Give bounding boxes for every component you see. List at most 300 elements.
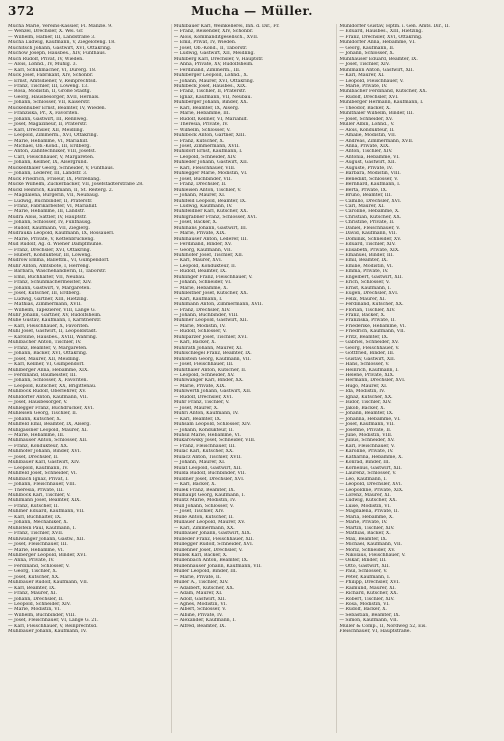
directory-entry: — Franz, Tischler, II, Praterstr. [173,89,247,95]
directory-entry: — Michael, Ob.-Kond., III, Erdberg. [8,143,91,149]
directory-entry: — Anton, Tischler, XIV. [339,149,393,155]
directory-entry: Mühlleitner Josef, Kutscher, XX. [173,291,249,297]
directory-entry: — Barbara, Modistin, VIII. [339,171,401,177]
directory-entry: — Wilhelm, Buchbinder, VIII. [8,612,76,618]
directory-entry: — Franz, Schuhmachermeister, XIV. [8,280,92,286]
directory-entry: Mühlberger Leopold, Binder, XVI. [8,552,87,558]
directory-entry: — Georg, Hausbesorger, XVII, Hernals. [8,94,100,100]
directory-entry: — Anna, Private, XV, Rudolfsheim. [173,62,254,68]
directory-entry: — Gottfried, Binder, III. [339,351,395,357]
directory-entry: Muller Leopold, Binder, III. [173,569,238,575]
directory-entry: Mühlthaler Anton, Kutscher, II. [173,367,247,373]
directory-entry: Mühldorf Ernst, Kaufmann, I. [173,149,243,155]
directory-entry: Mühlböck Karl, Tischler, V. [8,492,71,498]
directory-entry: Mühlstein Georg, Kaufmann, VII. [173,356,251,362]
directory-entry: Mulitz Marie, Modistin, IV. [173,498,236,504]
directory-entry: Mücke Wilhelm, Zuckerbäcker, VII, Josefstädterstraße 28. [8,182,144,188]
directory-entry: — Erich, Schlosser, V. [339,280,390,286]
directory-entry: — Karl, Buchhalter, IX. [8,514,62,520]
directory-entry: Müller A., Tischler, XIV. [173,580,229,586]
directory-entry: — Josef, Bäcker, X. [173,220,218,226]
directory-entry: Mühlberger Hermann, Kaufmann, I. [339,100,424,106]
column-1 [8,24,167,733]
directory-entry: — Martin, Tischler, XIV. [339,525,395,531]
directory-entry: — Rosa, Modistin, II, Große Stadtg. [8,89,92,95]
directory-entry: — Karl, Schuhmacher, VI, Dürerg. 18. [8,67,97,73]
directory-entry: — Karl, Beamter, IX. [8,585,56,591]
directory-entry: Mück Friedrich, Friseur, IX, Porzellang. [8,176,101,182]
directory-entry: — Bruno, Beamter, III. [339,193,392,199]
directory-entry: — Florian, Tischler, XIV. [339,307,396,313]
directory-entry: — Josef, Kutscher, XX. [8,574,60,580]
directory-entry: — Konrad, Binder, III. [339,460,391,466]
directory-entry: — Josef, Kutscher, III, Erdberg. [8,291,81,297]
directory-entry: Mühlinger Franz, Fleischhauer, V. [173,274,253,280]
directory-entry: — Leopold, Fleischhauer, V. [339,78,404,84]
directory-entry: — Ida, Modistin, IV. [339,389,386,395]
directory-entry: — Wilhelm, Schlosser, V. [173,127,231,133]
directory-entry: — Johann, Maurer, XI. [173,460,226,466]
directory-entry: — Josef, Drechsler, II. [8,454,59,460]
directory-entry: Muck Josef, Fabrikant, XIV, Schönbr. [8,73,94,79]
directory-entry: Mühldorfer Anton, Kaufmann, VII. [8,394,89,400]
directory-entry: Mühe Gustav, Kaufmann, I, Kärntnerstr. [8,318,102,324]
directory-entry: Mühlbeck Josef, Hausbes., XIX. [173,83,247,89]
directory-entry: — Peter, Kaufmann, I. [339,574,391,580]
directory-entry: — Leopold, Zimmerm., XVI, Ottakring. [8,133,98,139]
directory-entry: — Johann, Schneider, VI. [173,280,232,286]
directory-entry: — August, Gastwirt, XII. [339,160,397,166]
columns [8,24,498,733]
directory-entry: — Alois, Kommanditgesellsch., XVII. [173,34,259,40]
directory-entry: Muckenthaler Georg, Schneider, V, Fünfhaus. [8,165,115,171]
directory-entry: — Marie, Modistin, IV. [173,323,226,329]
directory-entry: — Hugo, Maurer, XI. [339,383,388,389]
directory-entry: — Franz, Drechsler, XVI, Ottakring. [339,34,423,40]
directory-entry: Mühlhauser Anton, Schlosser, XII. [8,438,88,444]
directory-entry: Mühr Franz, Tischler, V. [173,400,230,406]
directory-entry: Muchow Joseph, Hausbes., XIV, Fünfhaus. [8,51,107,57]
directory-entry: — Maria, Hebamme, X. [339,514,394,520]
directory-entry: — Marie, Private, II. [173,574,222,580]
directory-entry: Mulleder Franz, Fleischhauer, XII. [173,536,254,542]
directory-entry: — Ignaz, Kaufmann, VII, Neubau. [173,94,252,100]
directory-entry: — Josefine, Private, II. [339,427,392,433]
directory-entry: — Josef, Fleischhauer, VI, Lange G. 21. [8,618,99,624]
directory-entry: — Josef, Tischler, XIV. [173,509,225,515]
directory-entry: — Eugen, Drechsler, XVI. [339,291,399,297]
directory-entry: Mulek Franz, Beamter, IX. [173,487,236,493]
directory-entry: Mühlberger Johann, Binder, XX. [173,100,249,106]
directory-entry: Mühlberg Karl, Drechsler, V, Hauptstr. [173,56,264,62]
directory-entry: — Karl, Fleischhauer, VIII. [173,165,236,171]
directory-entry: Mühlner Eduard, Kaufmann, VII. [8,509,85,515]
directory-entry: — Franz, Drechsler, II. [173,182,227,188]
directory-entry: — Theresia, Private, III. [8,487,64,493]
directory-entry: — Josef, Maurer, X. [173,405,219,411]
directory-entry: — Franz, Kondukteur, XX. [8,443,69,449]
directory-entry: Mühlmann Anton, Gastwirt, XII. [339,67,415,73]
directory-entry: — Engelbert, Gastwirt, XII. [339,274,403,280]
directory-entry: Mühlhauser Eduard, Beamter, IX. [339,56,418,62]
directory-entry: — Josef, Buchbinder, VII. [173,176,232,182]
directory-entry: Mühlbauer Rudolf, Kaufmann, VII. [8,580,89,586]
directory-entry: Mühlmann Josef, Beamter, XIX. [8,498,81,504]
directory-entry: Müllenhauser Johann, Kaufmann, VII. [173,563,262,569]
directory-entry: — Camillo, Drechsler, XVI. [339,198,402,204]
directory-entry: Mudrauka Leopold, Kaufmann, IX, Rossauerl. [8,231,115,237]
directory-entry: — Johann, Kondukteur, II. [173,427,234,433]
directory-entry: — Rudolf, Kellner, VI, Mariahilf. [173,116,248,122]
directory-entry: — Lorenz, Maurer, XI. [339,492,391,498]
directory-entry: Mühlegger Franz, Buchdrucker, XVI. [8,405,94,411]
directory-entry: — Emilie, Modistin, VI. [339,263,394,269]
directory-entry: — Karl, Beamter, IX, Alserg. [173,105,240,111]
directory-entry: — Rudolf, Drechsler, XVI. [339,94,399,100]
directory-entry: — Josef, Fleischhauer, III. [173,362,234,368]
directory-entry: Mückl Heinrich, Kaufmann, II, St. Reiterg. 2. [8,187,114,193]
directory-entry: Mühlegger Marie, Modistin, VI. [173,171,248,177]
directory-entry: Mühlberger Anna, Hebamme, XIX. [8,367,89,373]
directory-entry: — Gabriel, Schneider, XV. [339,340,399,346]
directory-entry: — Richard, Kutscher, XX. [339,591,399,597]
directory-entry: — Theodor, Bäcker, X. [339,105,391,111]
directory-entry: — Rudolf, Drechsler, XVI. [173,394,233,400]
directory-entry: — Auguste, Private, IV. [339,165,393,171]
directory-entry: — Oskar, Binder, III. [339,558,387,564]
directory-entry: — Eduard, Hausbes., XIII, Hietzing. [339,29,423,35]
directory-entry: — Johanna, Hebamme, VI. [339,416,401,422]
directory-entry: — Dominik, Schneider, XV. [339,236,402,242]
directory-entry: — Georg, Kaufmann, II. [339,45,395,51]
directory-entry: Mulat Leopold, Gastwirt, XII. [173,465,242,471]
directory-entry: Müllbauer Johann, Gastwirt, XIX. [173,531,252,537]
directory-entry: Mühlfeld Leopold, Beamter, IX. [173,198,247,204]
directory-entry: — Josef, Kaufmann, VII. [339,422,395,428]
directory-entry: — Karl, Zimmermann, XX. [173,525,235,531]
directory-entry: — Raimund, Maurer, XI. [339,585,396,591]
directory-entry: Mühlwerth Johann, Gastwirt, XII. [173,389,252,395]
directory-entry: — Laurenz, Schlosser, V. [339,471,397,477]
directory-entry: Muhri Anton, Kaufmann, IV. [173,411,239,417]
directory-entry: — Christian, Kutscher, XX. [339,214,402,220]
directory-entry: — Ferdinand, Kutscher, XX. [339,302,404,308]
directory-entry: — Johann, Schlosser, VII, Kaiserstr. [8,100,91,106]
directory-entry: Müllenbach Anton, Beamter, IX. [173,558,249,564]
directory-entry: Muhsil Marie, Hebamme, VI. [173,432,242,438]
directory-entry: — Magdalena, Bürgerin, VII, Neubaug. [8,193,100,199]
directory-entry: — Luise, Modistin, VI. [339,503,391,509]
directory-entry: — Emma, Private, IV. [339,269,389,275]
directory-entry: Mühleisen Anton, Tischler, V. [173,187,242,193]
directory-entry: — Robert, Tischler, XIV. [339,596,395,602]
directory-entry: — Josef, Fleischhauer, III. [8,542,68,548]
directory-entry: Mühlwanger Johann, Gastw., XII. [8,536,85,542]
directory-entry: — Carl, Maurer, XI. [339,203,385,209]
directory-entry: — Franz, Maurer, XI. [8,591,57,597]
directory-entry: — Leopold, Kutscher, XX, Brigittenau. [8,383,97,389]
directory-entry: — Elisabeth, Private, XIX. [339,247,400,253]
directory-entry: Muhr Johann, Gärtner, XV, Rudolfsheim. [8,313,102,319]
directory-entry: — Johann, Schlosser, X, Favoriten. [8,378,88,384]
directory-entry: — Daniel, Fleischhauer, V. [339,225,401,231]
directory-entry: — Katharina, Hebamme, X. [339,454,403,460]
directory-entry: Mühlstein Paul, Kaufmann, I. [8,525,76,531]
directory-entry: — Michael, Kaufmann, VII. [339,542,403,548]
directory-entry: — Johann, Maurer, XI. [173,193,226,199]
directory-entry: — Adolf, Gastwirt, XII. [173,596,227,602]
directory-entry: — Marie, Hebamme, III, Landstr. [8,209,85,215]
directory-entry: — Johann, Bäcker, XVI, Ottakring. [8,351,88,357]
directory-entry: — Johann, Gastwirt, III, Rennweg. [8,116,88,122]
directory-entry: — Alois, Lohnd., IV, Mühlg. 3. [8,62,77,68]
directory-entry: — Eduard, Tischler, XIV. [339,242,396,248]
directory-entry: — Karl, Maurer, XVI. [173,258,223,264]
directory-entry: Mühlberger Leopold, Lohnd., X. [173,73,249,79]
directory-entry: — Franziska, Pr., X, Favoriten. [8,111,79,117]
directory-entry: — Emil, Privat, IV, Wieden. [173,40,237,46]
directory-entry: — Moriz, Schneider, XV. [339,547,396,553]
directory-entry: — Ludwig, Buchbinder, II, Praterstr. [8,198,93,204]
column-2 [171,24,333,733]
directory-entry: Mudra Alois, Sattler, IV, Hauptstr. [8,214,87,220]
directory-entry: — Josef, Zimmermann, XVII. [173,143,240,149]
directory-entry: — Johann, Kellner, IX, Alsergrund. [8,160,88,166]
directory-entry: Müllegger Rudolf, Schneider, XVI. [173,542,254,548]
directory-entry: Mühlbacher Ferdinand, Kutscher, XX. [339,89,428,95]
directory-entry: — Leopold, Schneider, XV. [173,373,235,378]
directory-entry: — Theresia, Private, IV. [173,122,229,128]
directory-entry: — Caroline, Hebamme, X. [339,209,400,215]
directory-entry: — Antonia, Hebamme, VI. [339,154,400,160]
directory-entry: — Franz, Tischler, XVII. [8,531,64,537]
directory-entry: — Karl, Kellner, VI, Gumpendorf. [8,362,85,368]
directory-entry: — Julie, Modistin, VIII. [339,432,393,438]
directory-entry: Mühleder Johann, Gastwirt, XII. [173,160,249,166]
directory-entry: — Leopold, Drechsler, XVI. [339,482,403,488]
directory-entry: — Ferdinand, Baumeister, III. [8,373,77,378]
directory-entry: — Ignaz, Kutscher, XX. [339,394,393,400]
directory-entry: — Franz, Tischler, III, Löweng. 13. [8,83,89,89]
directory-entry: Müd Rudolf, Ag. d. Wiener Dampfmühle. [8,242,103,248]
directory-entry: — Leo, Kaufmann, I. [339,476,387,482]
directory-entry: Mucha Ludwig, Kaufmann, V, Ziegelofeng. 18. [8,40,116,46]
directory-entry: — Karl, Bäcker, X. [173,482,217,488]
directory-entry: — Wilhelm, Hafner, III, Landstraße 3. [8,34,96,40]
directory-entry: — Paul, Schlosser, V. [339,569,388,575]
directory-entry: Mühlparzer Josef, Tischler, XVI. [173,334,248,340]
directory-entry: Mühlbach Ignaz, Privat, I. [8,476,69,482]
directory-entry: — Leopold, Kondukteur, II. [173,263,237,269]
directory-entry: — Marie, Hebamme, VI. [8,547,65,553]
directory-entry: Mukarowsky Josef, Schneider, VIII. [173,438,256,444]
directory-entry: — Marie, Hebamme, III. [173,111,231,117]
directory-entry: — Magdalena, Private, II. [339,509,399,515]
directory-entry: — Johann, Lederer, III, Landstr. 3. [8,171,88,177]
directory-entry: — Karl, Maurer, XI. [339,73,385,79]
directory-entry: — Johann, Schlosser, X. [339,51,395,57]
directory-entry: — Max, Beamter, IX. [339,536,388,542]
directory-entry: — Ferdinand, Zimmerm., III. [173,67,241,73]
directory-entry: — Karl, Kaufmann, I. [173,296,223,302]
directory-entry: Mühlböck Rudolf, Oberlehrer, XV. [8,389,87,395]
directory-entry: — Anton, Zahntechniker, VIII, Josefst. [8,149,97,155]
directory-entry: Mühl Josef, Gastwirt, II, Leopoldstadt. [8,329,98,335]
directory-entry: — Johann, Fleischhauer, VIII. [8,482,77,488]
directory-entry: — Johann, Buchbinder, VIII. [173,313,239,319]
directory-entry: — Marie, Private, V, Kettenbrückeng. [8,236,95,242]
directory-entry: Muchitsch Johann, Gastwirt, XVI, Ottakring. [8,45,112,51]
directory-entry: — Johann, Maurer, XVI, Ottakring. [173,78,255,84]
directory-entry: — Friederike, Hebamme, VI. [339,323,407,329]
directory-entry: — Marie, Private, XIX. [173,231,226,237]
directory-entry: Mühlmann Anton, Zimmermann, XVII. [173,302,263,308]
directory-entry: — Marie, Private, XIX. [173,383,226,389]
directory-entry: Mühlgassner Leopold, Maurer, XI. [8,427,88,433]
directory-entry: — Franz, Fabrikarbeiter, VI, Mariahilf. [8,203,98,209]
directory-entry: — Isidor, Tischler, XIV. [339,400,392,406]
directory-entry: — Emanuel, Binder, III. [339,253,394,259]
directory-entry: — Albine, Private, IV. [173,612,223,618]
directory-entry: — Simon, Kaufmann, VII. [339,618,399,624]
directory-entry: — Johann, Beamter, IX. [339,411,394,417]
directory-entry: — Ernst, Kaufmann, I. [339,285,392,291]
directory-entry: Müllehner Josef, Drechsler, V. [173,547,243,553]
directory-entry: — Johann, Drechsler, II. [8,596,64,602]
directory-entry: — Leopold, Schneider, XIV. [173,154,237,160]
directory-entry: Müllek Karl, Bäcker, X. [173,552,228,558]
directory-entry: Mühlfeldner Karl, Kutscher, XX. [173,209,249,215]
directory-entry: — Emil, Buchhalter, VII, Neubau. [8,274,86,280]
directory-entry: — Felix, Maurer, XI. [339,296,386,302]
directory-entry: — Josef, Schneider, XV. [339,116,393,122]
directory-entry: — Adam, Maurer, XI. [173,591,223,597]
directory-entry: — Kornelius, Gastwirt, XII. [339,465,402,471]
directory-entry: Muckenhuber Ernst, Beamter, IV, Wieden. [8,105,107,111]
directory-entry: — Johann, Kutscher, X. [8,416,62,422]
directory-entry: — Georg, Kaufmann, VII. [173,247,233,253]
directory-entry: — Karl, Bäcker, X. [173,340,217,346]
directory-entry: Mühlner Leopold, Gastwirt, XII. [173,318,249,324]
directory-entry: — Marie, Private, IV. [339,520,388,526]
page-number: 372 [8,4,35,18]
directory-entry: — Leopold, Kaufmann, IV. [8,465,69,471]
directory-entry: Mühlböck Anton, Gärtner, XIII. [173,133,246,139]
directory-entry: Mudrow Emma, Ballettm., VI, Gumpendorf. [8,258,110,264]
directory-entry: — Heinrich, Kaufmann, I. [339,367,399,373]
directory-entry: — Franz, Kutscher, X. [173,138,225,144]
directory-entry: Mühr Anton, Amtsbote, I, Herreng. [8,263,91,269]
directory-entry: — Jakob, Bäcker, X. [339,405,385,411]
directory-entry: — Karl, Fleischhauer, V, Reinprechtsd. [8,623,98,629]
directory-entry: — Franz, Kutscher, II. [8,503,59,509]
directory-entry: Mulle Anton, Kutscher, II. [173,514,234,520]
directory-entry: Mulda Rudolf, Buchbinder, VII. [173,471,246,477]
directory-entry: — Karl, Drechsler, XII, Meidling. [8,127,85,133]
directory-entry: — Marie, Private, IV. [339,83,388,89]
directory-entry: — Otto, Gastwirt, XII. [339,563,390,569]
column-3 [336,24,498,733]
directory-entry: Mülhaupt Georg, Kaufmann, I. [173,492,245,498]
directory-entry: — Marie, Hebamme, X. [173,285,228,291]
directory-entry: — Alois, Kondukteur, II. [339,127,395,133]
directory-entry: — Ferdinand, Schlosser, V. [8,563,70,569]
directory-entry: Much Rudolf, Privat, IV, Wieden. [8,56,84,62]
directory-entry: — Julius, Schneider, XV. [339,438,395,444]
directory-entry: Mühlbauer Johann, Kaufmann, IV. [8,629,87,635]
directory-entry: Mühlthaler Wilhelm, Binder, III. [339,111,414,117]
page-header [8,4,496,20]
directory-entry: — Josef, Hausbesorger, V. [8,400,68,406]
directory-entry: Mühlhans Johann, Gastwirt, III. [173,225,248,231]
directory-entry: — Ludwig, Kaufmann, IV. [173,203,233,209]
directory-entry: Mühlhofer Josef, Tischler, XII. [173,253,244,259]
directory-entry: — Josef, Tischler, XIV. [339,62,390,68]
directory-entry: — Franz, Reisender, XIV, Schönbr. [173,29,254,35]
directory-entry: — Karoline, Private, IV. [339,449,394,455]
running-head: Mucha — Müller. [191,4,313,18]
directory-entry: Mucha Marie, Vereins-Kassier, Fl. Mänzle. 9. [8,24,113,29]
directory-entry: — Georg, Tischler, X. [8,569,58,575]
directory-entry: Mühlbacher Anton, Tischler, IV. [8,340,82,346]
directory-entry: Müllauer Leopold, Maurer, XV. [173,520,246,526]
directory-entry: Mühlfeld Josef, Schneider, VI. [8,471,78,477]
directory-entry: — Anna, Private, IV. [8,558,55,564]
directory-entry: — Josef, Magazineur, II, Praterstr. [8,122,88,128]
directory-entry: Fleischhauer, VI, Hauptstraße. [339,629,411,635]
directory-entry: — Rudolf, Kaufmann, VII, Zieglerg. [8,225,90,231]
directory-entry: — Albert, Schlosser, V. [173,607,227,613]
directory-entry: — Georg, Fleischhauer, V. [339,345,400,351]
directory-entry: — Josef, Ob.-Kond., II, Taborstr. [173,45,248,51]
directory-entry: — Adalbert, Kutscher, XX. [173,585,235,591]
directory-entry: — Mathias, Zimmermann, XVII. [8,302,82,308]
directory-entry: — Johann, Mechaniker, X. [8,520,69,526]
directory-entry: — Leopoldine, Private, XIX. [339,487,404,493]
directory-entry: — Fritz, Beamter, IX. [339,334,389,340]
directory-entry: — Wenzel, Drechsler, X. Wei. Gr. [8,29,84,35]
directory-entry: — Sebastian, Beamter, IX. [339,612,401,618]
directory-entry: Mühlhauser Anton, Lederer, III. [173,236,248,242]
directory-entry: — Marie, Hebamme, III. [8,432,65,438]
directory-entry: — Hermann, Drechsler, XVI. [339,378,406,384]
directory-entry: — Hans, Schlosser, V. [339,362,390,368]
directory-entry: — Ernst, Amtsdiener, V, Reinprechtsd. [8,78,98,84]
directory-entry: — Christine, Private, II. [339,220,395,226]
directory-entry: — Agnes, Modistin, VI. [173,602,227,608]
directory-entry: — David, Kaufmann, VII. [339,231,397,237]
directory-entry: — Karoline, Hausbes., XVIII, Währing. [8,334,98,340]
directory-entry: — Barbara, Wäschehändlerin, II, Taborstr. [8,269,107,275]
directory-entry: — Nikolaus, Fleischhauer, V. [339,552,406,558]
directory-entry: — Philipp, Drechsler, XVI. [339,580,400,586]
directory-entry: Mühlbauer Karl, Gastwirt, XIV. [8,460,80,466]
directory-entry: — Mathias, Bäcker, X. [339,531,391,537]
directory-entry: Mühlwanger Karl, Binder, XX. [173,378,244,384]
directory-entry: — Johann, Gastwirt, V, Margareten. [8,285,91,291]
directory-entry: — Karl, Beamter, IX. [173,416,222,422]
directory-entry: — Marie, Modistin, VI. [8,607,61,613]
directory-entry: Mulacz Anton, Tischler, XVII. [173,454,242,460]
directory-entry: Mühldorfer Anna, Hebamme, VI. [339,40,416,46]
directory-entry: Mühlschlegel Franz, Beamter, IX. [173,351,252,357]
directory-entry: Mühlgrabner Franz, Schlosser, XVI. [173,214,258,220]
directory-entry: Mühlhofer Johann, Binder, XVI. [8,449,81,455]
directory-entry: — Carl, Fleischhauer, V, Margareten. [8,154,95,160]
directory-entry: — Franz, Beamter, V, Margareten. [8,345,88,351]
directory-entry: — Franz, Fleischhauer, III. [173,443,236,449]
directory-entry: — Rudolf, Beamter, IX. [173,269,227,275]
